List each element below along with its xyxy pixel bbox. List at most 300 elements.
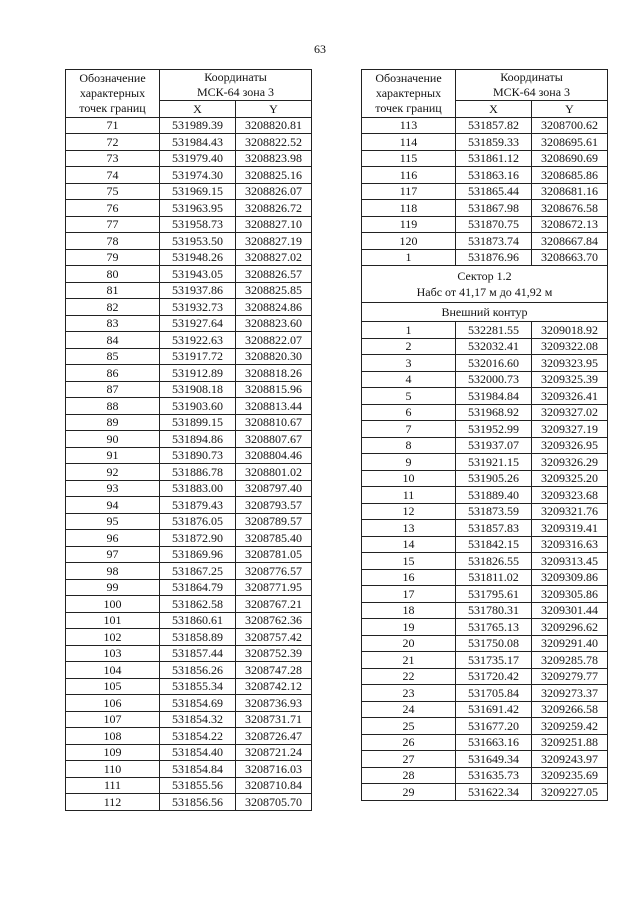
x-coord-cell: 531865.44 bbox=[456, 183, 532, 200]
x-coord-cell: 531863.16 bbox=[456, 167, 532, 184]
x-coord-cell: 531750.08 bbox=[456, 635, 532, 652]
page-number: 63 bbox=[314, 42, 326, 56]
y-coord-cell: 3208695.61 bbox=[532, 134, 608, 151]
x-coord-cell: 531905.26 bbox=[456, 470, 532, 487]
point-column-header bbox=[66, 70, 160, 118]
point-id-cell: 113 bbox=[362, 117, 456, 134]
right-table-body-bottom bbox=[362, 322, 608, 801]
x-coord-cell: 531735.17 bbox=[456, 652, 532, 669]
header-line: Обозначение bbox=[375, 70, 442, 85]
coords-label: Координаты bbox=[500, 70, 563, 84]
point-id-cell: 77 bbox=[66, 216, 160, 233]
point-column-header bbox=[362, 70, 456, 118]
y-coord-cell: 3209296.62 bbox=[532, 619, 608, 636]
y-coord-cell: 3208825.85 bbox=[236, 282, 312, 299]
y-coord-cell: 3208818.26 bbox=[236, 365, 312, 382]
table-row bbox=[66, 794, 312, 811]
point-id-cell: 90 bbox=[66, 431, 160, 448]
y-coord-cell: 3208757.42 bbox=[236, 629, 312, 646]
y-coord-cell: 3208705.70 bbox=[236, 794, 312, 811]
y-coord-cell: 3208726.47 bbox=[236, 728, 312, 745]
point-id-cell: 12 bbox=[362, 503, 456, 520]
sector-title: Сектор 1.2 bbox=[457, 269, 512, 283]
x-coord-cell: 531663.16 bbox=[456, 734, 532, 751]
y-coord-cell: 3208776.57 bbox=[236, 563, 312, 580]
x-coord-cell: 531869.96 bbox=[160, 546, 236, 563]
table-row bbox=[66, 233, 312, 250]
table-row bbox=[362, 454, 608, 471]
table-row bbox=[66, 216, 312, 233]
point-id-cell: 101 bbox=[66, 612, 160, 629]
table-row bbox=[66, 447, 312, 464]
point-id-cell: 21 bbox=[362, 652, 456, 669]
x-coord-cell: 531856.26 bbox=[160, 662, 236, 679]
table-row bbox=[362, 487, 608, 504]
y-coord-cell: 3208822.07 bbox=[236, 332, 312, 349]
point-id-cell: 7 bbox=[362, 421, 456, 438]
y-coord-cell: 3209266.58 bbox=[532, 701, 608, 718]
table-row bbox=[362, 751, 608, 768]
point-id-cell: 107 bbox=[66, 711, 160, 728]
y-coord-cell: 3209327.19 bbox=[532, 421, 608, 438]
y-coord-cell: 3208810.67 bbox=[236, 414, 312, 431]
table-row bbox=[66, 563, 312, 580]
table-row bbox=[362, 652, 608, 669]
contour-label: Внешний контур bbox=[362, 303, 608, 322]
x-coord-cell: 531876.05 bbox=[160, 513, 236, 530]
table-row bbox=[362, 685, 608, 702]
x-coord-cell: 531921.15 bbox=[456, 454, 532, 471]
y-coord-cell: 3209235.69 bbox=[532, 767, 608, 784]
table-row bbox=[362, 718, 608, 735]
y-coord-cell: 3208820.81 bbox=[236, 117, 312, 134]
y-coord-cell: 3209301.44 bbox=[532, 602, 608, 619]
y-coord-cell: 3208762.36 bbox=[236, 612, 312, 629]
point-id-cell: 9 bbox=[362, 454, 456, 471]
x-coord-cell: 531963.95 bbox=[160, 200, 236, 217]
x-coord-cell: 531958.73 bbox=[160, 216, 236, 233]
table-row bbox=[66, 431, 312, 448]
x-coord-cell: 531989.39 bbox=[160, 117, 236, 134]
point-id-cell: 17 bbox=[362, 586, 456, 603]
y-coord-cell: 3208752.39 bbox=[236, 645, 312, 662]
point-id-cell: 111 bbox=[66, 777, 160, 794]
x-coord-cell: 531854.40 bbox=[160, 744, 236, 761]
y-coord-cell: 3208685.86 bbox=[532, 167, 608, 184]
right-coordinates-table bbox=[361, 69, 608, 801]
right-table-body-top bbox=[362, 117, 608, 266]
y-coord-cell: 3208681.16 bbox=[532, 183, 608, 200]
table-row bbox=[362, 553, 608, 570]
x-column-header: X bbox=[456, 101, 532, 118]
x-coord-cell: 531872.90 bbox=[160, 530, 236, 547]
x-coord-cell: 531691.42 bbox=[456, 701, 532, 718]
coords-label: Координаты bbox=[204, 70, 267, 84]
y-coord-cell: 3208690.69 bbox=[532, 150, 608, 167]
table-row bbox=[66, 513, 312, 530]
header-line: характерных bbox=[375, 85, 442, 100]
table-row bbox=[362, 388, 608, 405]
x-coord-cell: 531917.72 bbox=[160, 348, 236, 365]
point-id-cell: 102 bbox=[66, 629, 160, 646]
x-coord-cell: 531912.89 bbox=[160, 365, 236, 382]
table-row bbox=[66, 365, 312, 382]
header-line: точек границ bbox=[375, 100, 442, 115]
x-coord-cell: 531862.58 bbox=[160, 596, 236, 613]
point-id-cell: 1 bbox=[362, 249, 456, 266]
table-row bbox=[66, 497, 312, 514]
x-coord-cell: 531867.25 bbox=[160, 563, 236, 580]
x-coord-cell: 531826.55 bbox=[456, 553, 532, 570]
table-row bbox=[362, 602, 608, 619]
y-coord-cell: 3208767.21 bbox=[236, 596, 312, 613]
y-coord-cell: 3209285.78 bbox=[532, 652, 608, 669]
point-id-cell: 27 bbox=[362, 751, 456, 768]
table-row bbox=[66, 398, 312, 415]
y-coord-cell: 3209018.92 bbox=[532, 322, 608, 339]
x-coord-cell: 531903.60 bbox=[160, 398, 236, 415]
x-coord-cell: 531854.69 bbox=[160, 695, 236, 712]
point-id-cell: 8 bbox=[362, 437, 456, 454]
point-id-cell: 24 bbox=[362, 701, 456, 718]
header-line: точек границ bbox=[79, 100, 146, 115]
x-coord-cell: 531979.40 bbox=[160, 150, 236, 167]
y-coord-cell: 3208823.60 bbox=[236, 315, 312, 332]
point-id-cell: 11 bbox=[362, 487, 456, 504]
x-coord-cell: 531952.99 bbox=[456, 421, 532, 438]
x-coord-cell: 531899.15 bbox=[160, 414, 236, 431]
x-coord-cell: 531677.20 bbox=[456, 718, 532, 735]
table-row bbox=[66, 381, 312, 398]
x-coord-cell: 531879.43 bbox=[160, 497, 236, 514]
point-id-cell: 80 bbox=[66, 266, 160, 283]
y-coord-cell: 3208721.24 bbox=[236, 744, 312, 761]
table-row bbox=[362, 784, 608, 801]
point-id-cell: 100 bbox=[66, 596, 160, 613]
x-coord-cell: 531886.78 bbox=[160, 464, 236, 481]
x-coord-cell: 531622.34 bbox=[456, 784, 532, 801]
x-coord-cell: 531765.13 bbox=[456, 619, 532, 636]
y-coord-cell: 3208793.57 bbox=[236, 497, 312, 514]
point-id-cell: 13 bbox=[362, 520, 456, 537]
table-row bbox=[66, 546, 312, 563]
contour-row bbox=[362, 303, 608, 322]
point-id-cell: 97 bbox=[66, 546, 160, 563]
y-coord-cell: 3208825.16 bbox=[236, 167, 312, 184]
point-id-cell: 106 bbox=[66, 695, 160, 712]
x-coord-cell: 532281.55 bbox=[456, 322, 532, 339]
point-id-cell: 72 bbox=[66, 134, 160, 151]
point-id-cell: 95 bbox=[66, 513, 160, 530]
y-coord-cell: 3208822.52 bbox=[236, 134, 312, 151]
system-label: МСК-64 зона 3 bbox=[196, 85, 275, 99]
y-coord-cell: 3208785.40 bbox=[236, 530, 312, 547]
point-id-cell: 5 bbox=[362, 388, 456, 405]
x-coord-cell: 531948.26 bbox=[160, 249, 236, 266]
point-id-cell: 10 bbox=[362, 470, 456, 487]
table-row bbox=[362, 249, 608, 266]
x-coord-cell: 531876.96 bbox=[456, 249, 532, 266]
x-coord-cell: 531890.73 bbox=[160, 447, 236, 464]
x-coord-cell: 531649.34 bbox=[456, 751, 532, 768]
x-coord-cell: 532000.73 bbox=[456, 371, 532, 388]
y-coord-cell: 3209319.41 bbox=[532, 520, 608, 537]
table-row bbox=[362, 767, 608, 784]
x-coord-cell: 531705.84 bbox=[456, 685, 532, 702]
coords-column-header bbox=[456, 70, 608, 101]
x-coord-cell: 531855.56 bbox=[160, 777, 236, 794]
y-coord-cell: 3209325.39 bbox=[532, 371, 608, 388]
table-row bbox=[66, 645, 312, 662]
sector-section bbox=[362, 266, 608, 322]
y-coord-cell: 3209273.37 bbox=[532, 685, 608, 702]
point-id-cell: 86 bbox=[66, 365, 160, 382]
point-id-cell: 75 bbox=[66, 183, 160, 200]
point-id-cell: 82 bbox=[66, 299, 160, 316]
table-row bbox=[66, 299, 312, 316]
table-row bbox=[66, 117, 312, 134]
point-id-cell: 110 bbox=[66, 761, 160, 778]
point-id-cell: 71 bbox=[66, 117, 160, 134]
y-column-header: Y bbox=[236, 101, 312, 118]
x-coord-cell: 531857.83 bbox=[456, 520, 532, 537]
y-coord-cell: 3209251.88 bbox=[532, 734, 608, 751]
y-coord-cell: 3208827.02 bbox=[236, 249, 312, 266]
point-id-cell: 23 bbox=[362, 685, 456, 702]
y-coord-cell: 3209313.45 bbox=[532, 553, 608, 570]
table-row bbox=[66, 480, 312, 497]
x-coord-cell: 531870.75 bbox=[456, 216, 532, 233]
x-coord-cell: 531927.64 bbox=[160, 315, 236, 332]
y-coord-cell: 3208815.96 bbox=[236, 381, 312, 398]
table-row bbox=[362, 150, 608, 167]
x-coord-cell: 531937.86 bbox=[160, 282, 236, 299]
point-id-cell: 99 bbox=[66, 579, 160, 596]
table-row bbox=[362, 404, 608, 421]
y-coord-cell: 3208797.40 bbox=[236, 480, 312, 497]
table-row bbox=[66, 315, 312, 332]
y-coord-cell: 3209323.95 bbox=[532, 355, 608, 372]
table-row bbox=[66, 134, 312, 151]
table-row bbox=[362, 503, 608, 520]
table-row bbox=[66, 266, 312, 283]
y-coord-cell: 3208731.71 bbox=[236, 711, 312, 728]
y-coord-cell: 3209305.86 bbox=[532, 586, 608, 603]
x-coord-cell: 531968.92 bbox=[456, 404, 532, 421]
point-id-cell: 93 bbox=[66, 480, 160, 497]
y-coord-cell: 3208823.98 bbox=[236, 150, 312, 167]
x-coord-cell: 531984.43 bbox=[160, 134, 236, 151]
y-coord-cell: 3208824.86 bbox=[236, 299, 312, 316]
point-id-cell: 114 bbox=[362, 134, 456, 151]
y-coord-cell: 3208827.19 bbox=[236, 233, 312, 250]
x-coord-cell: 531974.30 bbox=[160, 167, 236, 184]
y-coord-cell: 3208700.62 bbox=[532, 117, 608, 134]
y-coord-cell: 3209316.63 bbox=[532, 536, 608, 553]
point-id-cell: 109 bbox=[66, 744, 160, 761]
x-coord-cell: 531635.73 bbox=[456, 767, 532, 784]
table-row bbox=[362, 734, 608, 751]
x-coord-cell: 531859.33 bbox=[456, 134, 532, 151]
x-coord-cell: 531842.15 bbox=[456, 536, 532, 553]
x-coord-cell: 531873.59 bbox=[456, 503, 532, 520]
table-row bbox=[362, 619, 608, 636]
point-id-cell: 83 bbox=[66, 315, 160, 332]
table-row bbox=[362, 536, 608, 553]
table-row bbox=[66, 777, 312, 794]
point-id-cell: 25 bbox=[362, 718, 456, 735]
y-coord-cell: 3208807.67 bbox=[236, 431, 312, 448]
point-id-cell: 20 bbox=[362, 635, 456, 652]
y-coord-cell: 3208742.12 bbox=[236, 678, 312, 695]
y-coord-cell: 3208771.95 bbox=[236, 579, 312, 596]
system-label: МСК-64 зона 3 bbox=[492, 85, 571, 99]
sector-heading bbox=[362, 266, 608, 303]
point-id-cell: 1 bbox=[362, 322, 456, 339]
y-coord-cell: 3208676.58 bbox=[532, 200, 608, 217]
x-coord-cell: 531861.12 bbox=[456, 150, 532, 167]
point-id-cell: 98 bbox=[66, 563, 160, 580]
y-coord-cell: 3209243.97 bbox=[532, 751, 608, 768]
x-coord-cell: 531854.32 bbox=[160, 711, 236, 728]
x-coord-cell: 531855.34 bbox=[160, 678, 236, 695]
point-id-cell: 87 bbox=[66, 381, 160, 398]
x-coord-cell: 532016.60 bbox=[456, 355, 532, 372]
x-coord-cell: 531860.61 bbox=[160, 612, 236, 629]
y-coord-cell: 3208813.44 bbox=[236, 398, 312, 415]
x-coord-cell: 531894.86 bbox=[160, 431, 236, 448]
y-coord-cell: 3208663.70 bbox=[532, 249, 608, 266]
y-coord-cell: 3208826.72 bbox=[236, 200, 312, 217]
point-id-cell: 91 bbox=[66, 447, 160, 464]
point-id-cell: 116 bbox=[362, 167, 456, 184]
point-id-cell: 14 bbox=[362, 536, 456, 553]
table-row bbox=[362, 437, 608, 454]
y-coord-cell: 3209321.76 bbox=[532, 503, 608, 520]
x-coord-cell: 531867.98 bbox=[456, 200, 532, 217]
table-row bbox=[362, 371, 608, 388]
x-column-header: X bbox=[160, 101, 236, 118]
x-coord-cell: 531795.61 bbox=[456, 586, 532, 603]
point-id-cell: 19 bbox=[362, 619, 456, 636]
table-row bbox=[362, 167, 608, 184]
y-coord-cell: 3208781.05 bbox=[236, 546, 312, 563]
table-row bbox=[66, 695, 312, 712]
y-coord-cell: 3208826.07 bbox=[236, 183, 312, 200]
point-id-cell: 92 bbox=[66, 464, 160, 481]
table-row bbox=[66, 662, 312, 679]
y-coord-cell: 3209291.40 bbox=[532, 635, 608, 652]
y-coord-cell: 3209227.05 bbox=[532, 784, 608, 801]
y-coord-cell: 3208716.03 bbox=[236, 761, 312, 778]
y-coord-cell: 3209327.02 bbox=[532, 404, 608, 421]
point-id-cell: 105 bbox=[66, 678, 160, 695]
sector-heading-row bbox=[362, 266, 608, 303]
x-coord-cell: 531811.02 bbox=[456, 569, 532, 586]
table-row bbox=[362, 216, 608, 233]
x-coord-cell: 531856.56 bbox=[160, 794, 236, 811]
x-coord-cell: 531922.63 bbox=[160, 332, 236, 349]
table-row bbox=[362, 322, 608, 339]
y-coord-cell: 3208747.28 bbox=[236, 662, 312, 679]
point-id-cell: 73 bbox=[66, 150, 160, 167]
y-coord-cell: 3208820.30 bbox=[236, 348, 312, 365]
table-row bbox=[66, 464, 312, 481]
y-coord-cell: 3209309.86 bbox=[532, 569, 608, 586]
point-id-cell: 120 bbox=[362, 233, 456, 250]
table-row bbox=[66, 183, 312, 200]
x-coord-cell: 531889.40 bbox=[456, 487, 532, 504]
x-coord-cell: 531953.50 bbox=[160, 233, 236, 250]
table-row bbox=[66, 249, 312, 266]
table-row bbox=[362, 355, 608, 372]
point-id-cell: 3 bbox=[362, 355, 456, 372]
table-row bbox=[362, 569, 608, 586]
table-row bbox=[362, 470, 608, 487]
table-row bbox=[362, 520, 608, 537]
point-id-cell: 74 bbox=[66, 167, 160, 184]
point-id-cell: 79 bbox=[66, 249, 160, 266]
x-coord-cell: 531720.42 bbox=[456, 668, 532, 685]
table-row bbox=[66, 167, 312, 184]
header-line: Обозначение bbox=[79, 70, 146, 85]
table-row bbox=[362, 233, 608, 250]
point-id-cell: 26 bbox=[362, 734, 456, 751]
y-coord-cell: 3209326.41 bbox=[532, 388, 608, 405]
y-coord-cell: 3209323.68 bbox=[532, 487, 608, 504]
y-coord-cell: 3208826.57 bbox=[236, 266, 312, 283]
point-id-cell: 119 bbox=[362, 216, 456, 233]
point-id-cell: 28 bbox=[362, 767, 456, 784]
header-line: характерных bbox=[79, 85, 146, 100]
table-row bbox=[66, 711, 312, 728]
table-row bbox=[362, 117, 608, 134]
point-id-cell: 76 bbox=[66, 200, 160, 217]
point-id-cell: 78 bbox=[66, 233, 160, 250]
point-id-cell: 6 bbox=[362, 404, 456, 421]
coords-column-header bbox=[160, 70, 312, 101]
table-row bbox=[66, 150, 312, 167]
point-id-cell: 4 bbox=[362, 371, 456, 388]
point-id-cell: 15 bbox=[362, 553, 456, 570]
sector-height-range: Набс от 41,17 м до 41,92 м bbox=[416, 285, 553, 299]
y-coord-cell: 3208789.57 bbox=[236, 513, 312, 530]
point-id-cell: 115 bbox=[362, 150, 456, 167]
point-id-cell: 108 bbox=[66, 728, 160, 745]
table-row bbox=[362, 701, 608, 718]
table-row bbox=[362, 635, 608, 652]
table-row bbox=[66, 579, 312, 596]
y-coord-cell: 3209279.77 bbox=[532, 668, 608, 685]
point-id-cell: 29 bbox=[362, 784, 456, 801]
y-coord-cell: 3209326.29 bbox=[532, 454, 608, 471]
y-column-header: Y bbox=[532, 101, 608, 118]
x-coord-cell: 531932.73 bbox=[160, 299, 236, 316]
table-row bbox=[66, 629, 312, 646]
point-id-cell: 96 bbox=[66, 530, 160, 547]
x-coord-cell: 531857.82 bbox=[456, 117, 532, 134]
table-row bbox=[362, 668, 608, 685]
x-coord-cell: 531858.89 bbox=[160, 629, 236, 646]
y-coord-cell: 3208804.46 bbox=[236, 447, 312, 464]
table-row bbox=[66, 200, 312, 217]
table-row bbox=[66, 348, 312, 365]
y-coord-cell: 3208736.93 bbox=[236, 695, 312, 712]
x-coord-cell: 531943.05 bbox=[160, 266, 236, 283]
x-coord-cell: 532032.41 bbox=[456, 338, 532, 355]
table-row bbox=[66, 332, 312, 349]
point-id-cell: 84 bbox=[66, 332, 160, 349]
